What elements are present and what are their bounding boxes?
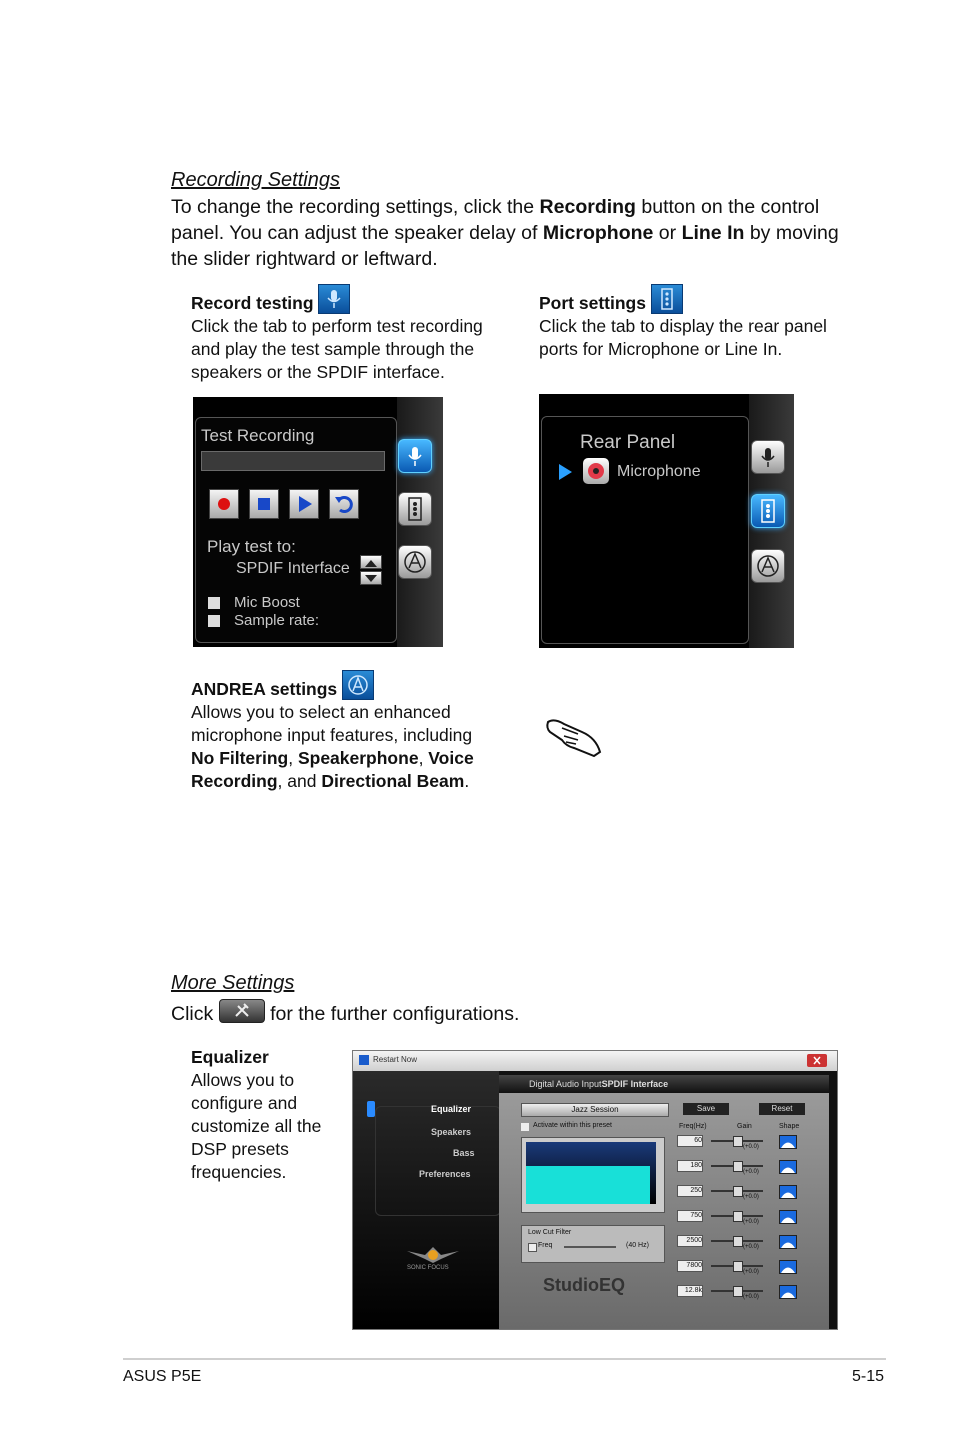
andrea-settings-title: ANDREA settings: [191, 679, 338, 699]
save-button[interactable]: Save: [683, 1103, 729, 1115]
band-shape-icon[interactable]: [779, 1210, 797, 1224]
port-settings-block: [539, 284, 839, 361]
test-recording-title: Test Recording: [201, 426, 315, 445]
eq-band-row: [675, 1285, 815, 1301]
footer-model: ASUS P5E: [123, 1368, 202, 1385]
shape-column-header: Shape: [779, 1123, 800, 1130]
freq-checkbox[interactable]: [528, 1243, 537, 1252]
record-testing-block: [191, 284, 491, 384]
menu-equalizer[interactable]: Equalizer: [431, 1104, 472, 1114]
menu-selected-indicator: [367, 1101, 375, 1117]
band-shape-icon[interactable]: [779, 1160, 797, 1174]
microphone-tab-button[interactable]: [398, 439, 432, 473]
andrea-settings-block: [191, 670, 491, 793]
band-frequency-input[interactable]: 12.8k: [677, 1285, 703, 1297]
close-icon[interactable]: [807, 1054, 827, 1067]
rear-panel-window: [539, 394, 794, 648]
eq-band-row: [675, 1235, 815, 1251]
click-text: Click: [171, 1003, 214, 1025]
play-button[interactable]: [289, 489, 319, 519]
equalizer-window: [352, 1050, 838, 1330]
band-gain-value: (+0.0): [743, 1169, 759, 1175]
slider-thumb-icon[interactable]: [733, 1136, 743, 1147]
sample-rate-checkbox[interactable]: [208, 615, 220, 627]
slider-thumb-icon[interactable]: [733, 1261, 743, 1272]
andrea-desc-text: Allows you to select an enhanced microphone input features, including: [191, 702, 473, 745]
selection-arrow-icon: [557, 463, 573, 486]
eq-bands: [675, 1123, 825, 1323]
device-spinner[interactable]: [360, 555, 382, 585]
freq-column-header: Freq(Hz): [679, 1123, 707, 1130]
port-settings-desc: Click the tab to display the rear panel ports for Microphone or Line In.: [539, 316, 827, 359]
eq-content: [499, 1093, 829, 1329]
freq-value: (40 Hz): [626, 1242, 649, 1249]
preset-select[interactable]: Jazz Session: [521, 1103, 669, 1117]
test-recording-panel: [193, 397, 443, 647]
intro-text: To change the recording settings, click the: [171, 196, 540, 218]
eq-band-row: [675, 1185, 815, 1201]
microphone-tab-icon: [318, 284, 350, 314]
intro-bold-recording: Recording: [539, 196, 636, 218]
band-frequency-input[interactable]: 2500: [677, 1235, 703, 1247]
band-frequency-input[interactable]: 180: [677, 1160, 703, 1172]
slider-thumb-icon[interactable]: [733, 1286, 743, 1297]
equalizer-title: Equalizer: [191, 1047, 269, 1067]
eq-curve-fill: [526, 1166, 650, 1204]
andrea-voice-recording: Voice Recording: [191, 748, 474, 791]
band-gain-value: (+0.0): [743, 1269, 759, 1275]
andrea-sep: , and: [277, 771, 322, 791]
footer-rule: [123, 1358, 886, 1360]
port-tab-icon: [651, 284, 683, 314]
intro-text: by moving the slider rightward or leftward.: [171, 222, 839, 270]
andrea-tab-icon: [342, 670, 374, 700]
record-testing-desc: Click the tab to perform test recording and play the test sample through the speakers or the SPDIF interface.: [191, 316, 483, 382]
intro-text: or: [653, 222, 682, 244]
intro-bold-microphone: Microphone: [542, 222, 654, 244]
andrea-end: .: [464, 771, 470, 791]
menu-speakers[interactable]: Speakers: [431, 1127, 472, 1137]
band-frequency-input[interactable]: 250: [677, 1185, 703, 1197]
reset-button[interactable]: Reset: [759, 1103, 805, 1115]
sonic-focus-text: SONIC FOCUS: [407, 1265, 449, 1271]
band-frequency-input[interactable]: 60: [677, 1135, 703, 1147]
menu-preferences[interactable]: Preferences: [419, 1169, 471, 1179]
title-bar: [353, 1051, 837, 1071]
freq-checkbox-label: Freq: [538, 1242, 553, 1249]
band-frequency-input[interactable]: 7800: [677, 1260, 703, 1272]
band-gain-value: (+0.0): [743, 1294, 759, 1300]
window-title: Restart Now: [373, 1055, 418, 1064]
band-shape-icon[interactable]: [779, 1285, 797, 1299]
menu-bass[interactable]: Bass: [453, 1148, 475, 1158]
recording-intro: [171, 194, 851, 272]
record-button[interactable]: [209, 489, 239, 519]
recording-settings-heading: Recording Settings: [171, 169, 340, 191]
slider-thumb-icon[interactable]: [733, 1161, 743, 1172]
band-shape-icon[interactable]: [779, 1135, 797, 1149]
mic-boost-label: Mic Boost: [234, 594, 300, 611]
play-test-label: Play test to:: [207, 537, 296, 556]
header-input-label: Digital Audio Input: [529, 1079, 602, 1089]
rear-panel-item[interactable]: Microphone: [617, 463, 701, 480]
header-input-value[interactable]: SPDIF Interface: [601, 1079, 669, 1089]
band-shape-icon[interactable]: [779, 1260, 797, 1274]
sample-rate-label: Sample rate:: [234, 612, 320, 629]
andrea-no-filtering: No Filtering: [191, 748, 289, 768]
rear-panel-title: Rear Panel: [580, 432, 676, 453]
app-icon: [359, 1055, 369, 1065]
play-device-value: SPDIF Interface: [236, 560, 350, 577]
band-shape-icon[interactable]: [779, 1185, 797, 1199]
gain-column-header: Gain: [737, 1123, 752, 1130]
note-hand-icon: [544, 708, 604, 763]
eq-band-row: [675, 1260, 815, 1276]
port-settings-title: Port settings: [539, 293, 646, 313]
menu-frame: [375, 1106, 501, 1216]
microphone-tab-button[interactable]: [751, 440, 785, 474]
studioeq-brand: StudioEQ: [543, 1275, 625, 1295]
intro-bold-line-in: Line In: [681, 222, 745, 244]
band-gain-value: (+0.0): [743, 1219, 759, 1225]
andrea-settings-desc: [191, 701, 491, 793]
eq-graph: [521, 1137, 665, 1213]
port-tab-button[interactable]: [751, 494, 785, 528]
stop-button[interactable]: [249, 489, 279, 519]
andrea-speakerphone: Speakerphone: [297, 748, 419, 768]
record-testing-title: Record testing: [191, 293, 314, 313]
andrea-sep: ,: [288, 748, 298, 768]
equalizer-block: [191, 1046, 336, 1184]
activate-label: Activate within this preset: [533, 1122, 612, 1129]
more-settings-line: [171, 999, 519, 1027]
andrea-tab-button[interactable]: [751, 549, 785, 583]
undo-button[interactable]: [329, 489, 359, 519]
low-cut-filter-box: [521, 1225, 665, 1263]
spinner-down-icon[interactable]: [360, 571, 382, 585]
port-tab-button[interactable]: [398, 492, 432, 526]
andrea-tab-button[interactable]: [398, 545, 432, 579]
activate-checkbox[interactable]: [521, 1123, 529, 1131]
mic-boost-checkbox[interactable]: [208, 597, 220, 609]
slider-thumb-icon[interactable]: [733, 1186, 743, 1197]
recording-level-bar: [201, 451, 385, 471]
band-gain-value: (+0.0): [743, 1144, 759, 1150]
eq-band-row: [675, 1210, 815, 1226]
low-cut-label: Low Cut Filter: [528, 1229, 572, 1236]
equalizer-desc: Allows you to configure and customize all the DSP presets frequencies.: [191, 1070, 322, 1182]
further-config-text: for the further configurations.: [270, 1003, 520, 1025]
slider-thumb-icon[interactable]: [733, 1236, 743, 1247]
andrea-directional-beam: Directional Beam: [321, 771, 465, 791]
slider-thumb-icon[interactable]: [733, 1211, 743, 1222]
more-settings-heading: More Settings: [171, 972, 295, 994]
band-gain-value: (+0.0): [743, 1244, 759, 1250]
low-cut-slider[interactable]: [564, 1246, 616, 1248]
andrea-sep: ,: [418, 748, 429, 768]
intro-text: button on the control panel. You can adjust the speaker delay of: [171, 196, 820, 244]
band-frequency-input[interactable]: 750: [677, 1210, 703, 1222]
footer-page-number: 5-15: [852, 1368, 885, 1385]
header-label: [529, 1079, 668, 1089]
tools-button-icon: [219, 999, 265, 1023]
band-shape-icon[interactable]: [779, 1235, 797, 1249]
spinner-up-icon[interactable]: [360, 555, 382, 569]
eq-band-row: [675, 1160, 815, 1176]
eq-band-row: [675, 1135, 815, 1151]
band-gain-value: (+0.0): [743, 1194, 759, 1200]
input-header: [499, 1075, 829, 1093]
microphone-jack-icon[interactable]: [583, 458, 609, 484]
